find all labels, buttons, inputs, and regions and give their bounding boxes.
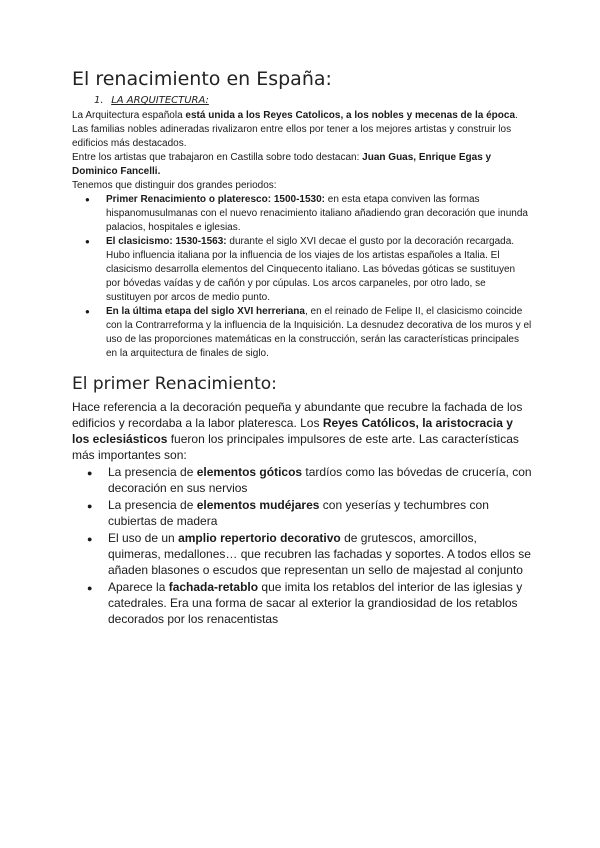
section-bold: Reyes Católicos, la aristocracia y los eclesiásticos	[72, 416, 513, 446]
section-text-a: Hace referencia a la decoración pequeña y abundante que recubre la fachada de los edificios y recordaba a la labor plateresca. Los	[72, 400, 523, 430]
item-bold: elementos góticos	[196, 465, 303, 479]
item-text-pre: La presencia de	[108, 465, 197, 479]
period-text: en esta etapa conviven las formas hispanomusulmanas con el nuevo renacimiento italiano añadiendo gran decoración que inunda palacios, hospitales e iglesias.	[106, 194, 528, 233]
intro-p1-text-c: . Las familias nobles adineradas rivalizaron entre ellos por tener a los mejores artistas y construir los edificios más destacados.	[72, 110, 518, 149]
document-content	[72, 66, 532, 627]
intro-p2-bold: Juan Guas, Enrique Egas y Dominico Fancelli.	[72, 152, 492, 177]
characteristic-item	[108, 464, 532, 496]
characteristics-list	[72, 464, 532, 627]
item-text-post: de grutescos, amorcillos, quimeras, medallones… que recubren las fachadas y soportes. A todos ellos se añaden blasones o escudos que representan un sello de majestad al conjunto	[108, 531, 531, 577]
intro-p1-text-a: La Arquitectura española	[72, 110, 186, 121]
characteristic-item	[108, 530, 532, 578]
period-text: durante el siglo XVI decae el gusto por la decoración recargada. Hubo influencia italiana por la influencia de los viajes de los artistas españoles a Italia. El clasicismo desarrolla elementos del Cinquecento italiano. Las bóvedas góticas se sustituyen por bóvedas vaídas y de cañón y por cúpulas. Los arcos carpaneles, por otro lado, se sustituyen por arcos de medio punto.	[106, 236, 516, 303]
characteristic-item	[108, 497, 532, 529]
subheading-text: LA ARQUITECTURA:	[111, 95, 209, 106]
item-text-pre: La presencia de	[108, 498, 197, 512]
item-text-pre: El uso de un	[108, 531, 179, 545]
period-title: El clasicismo: 1530-1563:	[106, 236, 227, 247]
section-paragraph	[72, 399, 532, 463]
item-text-pre: Aparece la	[108, 580, 169, 594]
period-title: Primer Renacimiento o plateresco: 1500-1530:	[106, 194, 325, 205]
intro-paragraph-1	[72, 109, 532, 151]
characteristic-item	[108, 579, 532, 627]
period-item	[106, 235, 532, 305]
period-text: , en el reinado de Felipe II, el clasicismo coincide con la Contrarreforma y la influencia de la Inquisición. La desnudez decorativa de los muros y el uso de las proporciones matemáticas en la construcción, serán las características principales en la arquitectura de finales de siglo.	[106, 306, 532, 359]
period-item	[106, 193, 532, 235]
intro-p1-bold: está unida a los Reyes Catolicos, a los nobles y mecenas de la época	[185, 110, 516, 121]
section-text-c: fueron los principales impulsores de este arte. Las características más importantes son:	[72, 432, 519, 462]
section-subheading	[94, 94, 532, 108]
subheading-number: 1.	[94, 95, 104, 106]
intro-section	[72, 109, 532, 361]
section-heading: El primer Renacimiento:	[72, 374, 277, 394]
item-text-post: tardíos como las bóvedas de crucería, con decoración en sus nervios	[108, 465, 532, 495]
intro-paragraph-3: Tenemos que distinguir dos grandes periodos:	[72, 180, 277, 191]
item-text-post: con yeserías y techumbres con cubiertas de madera	[108, 498, 489, 528]
item-text-post: que imita los retablos del interior de las iglesias y catedrales. Era una forma de sacar al exterior la grandiosidad de los retablos decorados por los renacentistas	[108, 580, 523, 626]
period-item	[106, 305, 532, 361]
item-bold: fachada-retablo	[168, 580, 259, 594]
page-title: El renacimiento en España:	[72, 68, 332, 90]
intro-paragraph-2	[72, 151, 532, 179]
period-title: En la última etapa del siglo XVI herreriana	[106, 306, 305, 317]
primer-renacimiento-section	[72, 399, 532, 627]
item-bold: amplio repertorio decorativo	[178, 531, 341, 545]
intro-p2-text-a: Entre los artistas que trabajaron en Castilla sobre todo destacan:	[72, 152, 363, 163]
item-bold: elementos mudéjares	[196, 498, 320, 512]
periods-list	[72, 193, 532, 361]
